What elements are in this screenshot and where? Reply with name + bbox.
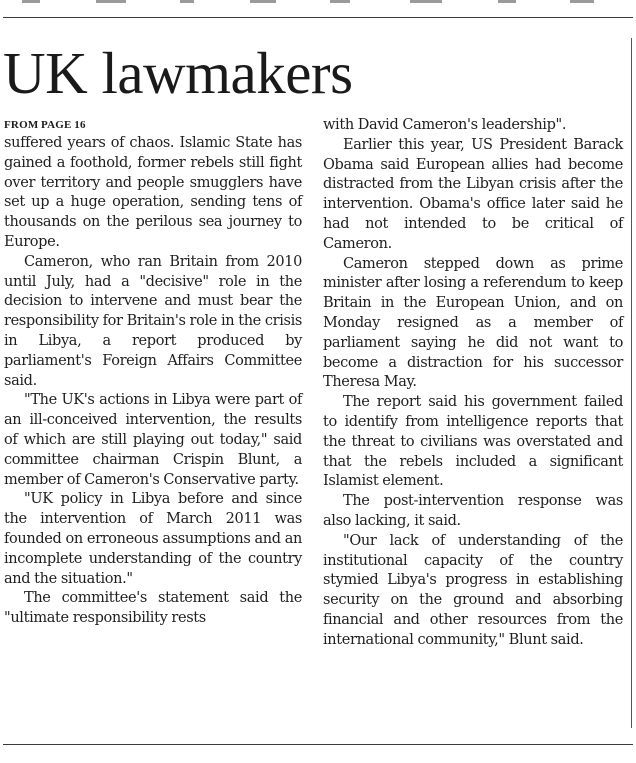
paragraph: with David Cameron's leadership". <box>323 117 567 133</box>
cropped-previous-text <box>0 0 636 6</box>
paragraph: Earlier this year, US President Barack Obama said European allies had become distracted from the Libyan crisis after the intervention. Obama's office later said he had not intended to be critical of Cameron. <box>323 136 623 252</box>
paragraph: "Our lack of understanding of the institutional capacity of the country stymied Libya's progress in establishing security on the ground and absorbing financial and other resources from the international community," Blunt said. <box>323 532 623 648</box>
bottom-rule <box>3 744 633 745</box>
headline: UK lawmakers <box>3 40 353 106</box>
jump-line: FROM PAGE 16 <box>4 119 86 131</box>
paragraph: The post-intervention response was also lacking, it said. <box>323 493 623 529</box>
paragraph: "UK policy in Libya before and since the intervention of March 2011 was founded on erroneous assumptions and an incomplete understanding of the country and the situation." <box>4 491 302 587</box>
paragraph: Cameron stepped down as prime minister after losing a referendum to keep Britain in the European Union, and on Monday resigned as a member of parliament saying he did not want to become a distraction for his successor Theresa May. <box>323 255 623 391</box>
left-column <box>4 116 302 629</box>
paragraph: Cameron, who ran Britain from 2010 until July, had a "decisive" role in the decision to intervene and must bear the responsibility for Britain's role in the crisis in Libya, a report produced by parliament's Foreign Affairs Committee said. <box>4 253 302 389</box>
right-edge-line <box>631 38 632 728</box>
top-rule <box>3 17 633 18</box>
paragraph: The report said his government failed to identify from intelligence reports that the threat to civilians was overstated and that the rebels included a significant Islamist element. <box>323 394 623 490</box>
right-column <box>323 116 623 651</box>
paragraph: suffered years of chaos. Islamic State has gained a foothold, former rebels still fight over territory and people smugglers have set up a huge operation, sending tens of thousands on the perilous sea journey to Europe. <box>4 135 302 250</box>
paragraph: "The UK's actions in Libya were part of an ill-conceived intervention, the results of which are still playing out today," said committee chairman Crispin Blunt, a member of Cameron's Conservative party. <box>4 392 302 488</box>
paragraph: The committee's statement said the "ultimate responsibility rests <box>4 590 302 627</box>
